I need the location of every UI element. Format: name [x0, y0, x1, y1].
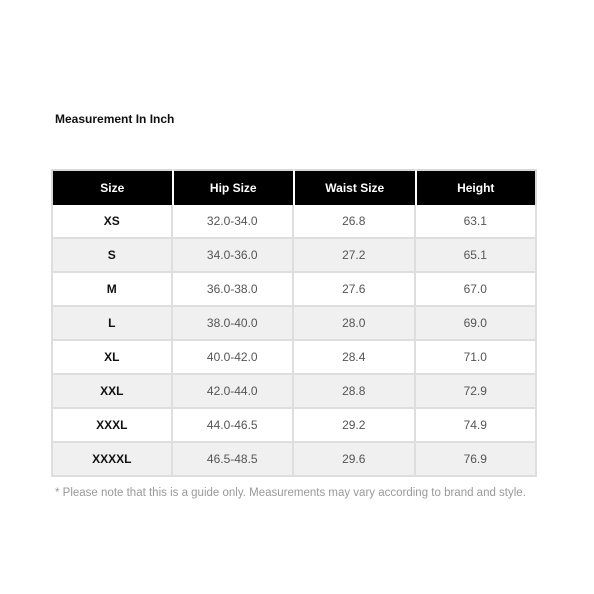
- hip-cell: 36.0-38.0: [173, 273, 295, 307]
- size-cell: XS: [51, 205, 173, 239]
- waist-cell: 28.8: [294, 375, 416, 409]
- table-row: [51, 205, 537, 239]
- height-cell: 67.0: [416, 273, 538, 307]
- height-cell: 71.0: [416, 341, 538, 375]
- table-row: [51, 239, 537, 273]
- table-row: [51, 307, 537, 341]
- hip-cell: 32.0-34.0: [173, 205, 295, 239]
- disclaimer-note: * Please note that this is a guide only. Measurements may vary according to brand and style.: [55, 487, 526, 499]
- table-header-row: [51, 169, 537, 205]
- height-cell: 63.1: [416, 205, 538, 239]
- size-chart-table: [51, 169, 537, 477]
- size-cell: XXL: [51, 375, 173, 409]
- hip-cell: 38.0-40.0: [173, 307, 295, 341]
- hip-cell: 42.0-44.0: [173, 375, 295, 409]
- hip-cell: 40.0-42.0: [173, 341, 295, 375]
- waist-cell: 28.0: [294, 307, 416, 341]
- table-row: [51, 443, 537, 477]
- size-cell: M: [51, 273, 173, 307]
- header-waist-size: Waist Size: [294, 169, 416, 205]
- waist-cell: 29.6: [294, 443, 416, 477]
- waist-cell: 28.4: [294, 341, 416, 375]
- table-row: [51, 375, 537, 409]
- waist-cell: 26.8: [294, 205, 416, 239]
- hip-cell: 46.5-48.5: [173, 443, 295, 477]
- header-height: Height: [416, 169, 538, 205]
- size-cell: XXXXL: [51, 443, 173, 477]
- size-cell: L: [51, 307, 173, 341]
- table-row: [51, 273, 537, 307]
- height-cell: 76.9: [416, 443, 538, 477]
- hip-cell: 44.0-46.5: [173, 409, 295, 443]
- height-cell: 69.0: [416, 307, 538, 341]
- waist-cell: 27.2: [294, 239, 416, 273]
- header-hip-size: Hip Size: [173, 169, 295, 205]
- header-size: Size: [51, 169, 173, 205]
- size-cell: S: [51, 239, 173, 273]
- hip-cell: 34.0-36.0: [173, 239, 295, 273]
- table-row: [51, 341, 537, 375]
- table-row: [51, 409, 537, 443]
- waist-cell: 29.2: [294, 409, 416, 443]
- chart-title: Measurement In Inch: [55, 112, 175, 126]
- waist-cell: 27.6: [294, 273, 416, 307]
- size-cell: XXXL: [51, 409, 173, 443]
- height-cell: 65.1: [416, 239, 538, 273]
- size-cell: XL: [51, 341, 173, 375]
- height-cell: 72.9: [416, 375, 538, 409]
- height-cell: 74.9: [416, 409, 538, 443]
